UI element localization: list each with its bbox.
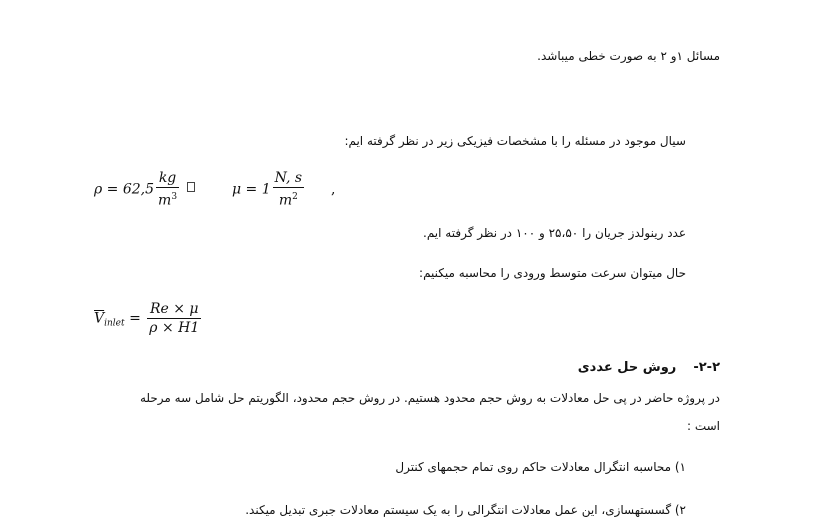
section-heading [578,360,720,375]
paragraph-linear-problems: مسائل ۱و ۲ به صورت خطی میباشد. [537,49,720,63]
paragraph-reynolds: عدد رینولدز جریان را ۲۵،۵۰ و ۱۰۰ در نظر گرفته ایم. [423,226,686,240]
equation-inlet-velocity [94,301,203,336]
viscosity-denominator: $m^2$ [278,192,298,209]
equation-density-viscosity [94,170,335,209]
missing-glyph-icon [187,182,195,192]
equation-separator: , [330,181,336,198]
velocity-subscript: inlet [104,318,125,329]
velocity-fraction [147,301,201,336]
section-title: روش حل عددی [577,360,677,375]
density-numerator: kg [156,170,179,188]
list-item-1: ۱) محاسبه انتگرال معادلات حاکم روی تمام حجمهای کنترل [395,460,686,474]
density-fraction [156,170,179,209]
paragraph-fvm-line1: در پروژه حاضر در پی حل معادلات به روش حجم محدود هستیم. در روش حجم محدود، الگوریتم حل شامل سه مرحله [139,391,720,405]
density-lhs: ρ = 62,5 [94,181,155,198]
velocity-denominator: ρ × H1 [149,320,200,336]
paragraph-fluid-properties: سیال موجود در مسئله را با مشخصات فیزیکی زیر در نظر گرفته ایم: [344,134,686,148]
velocity-symbol: $\overline{V}$ [94,310,105,327]
paragraph-inlet-velocity: حال میتوان سرعت متوسط ورودی را محاسبه میکنیم: [419,266,686,280]
viscosity-fraction [273,170,304,209]
section-number: ۲-۲- [693,360,720,375]
list-item-2: ۲) گسستهسازی، این عمل معادلات انتگرالی را به یک سیستم معادلات جبری تبدیل میکند. [245,503,686,517]
density-denominator: $m^3$ [158,192,178,209]
viscosity-numerator: N, s [274,170,303,186]
paragraph-fvm-line2: است : [686,419,720,433]
velocity-numerator: Re × μ [147,301,201,319]
equals-sign: = [129,310,141,327]
viscosity-lhs: μ = 1 [231,181,271,198]
